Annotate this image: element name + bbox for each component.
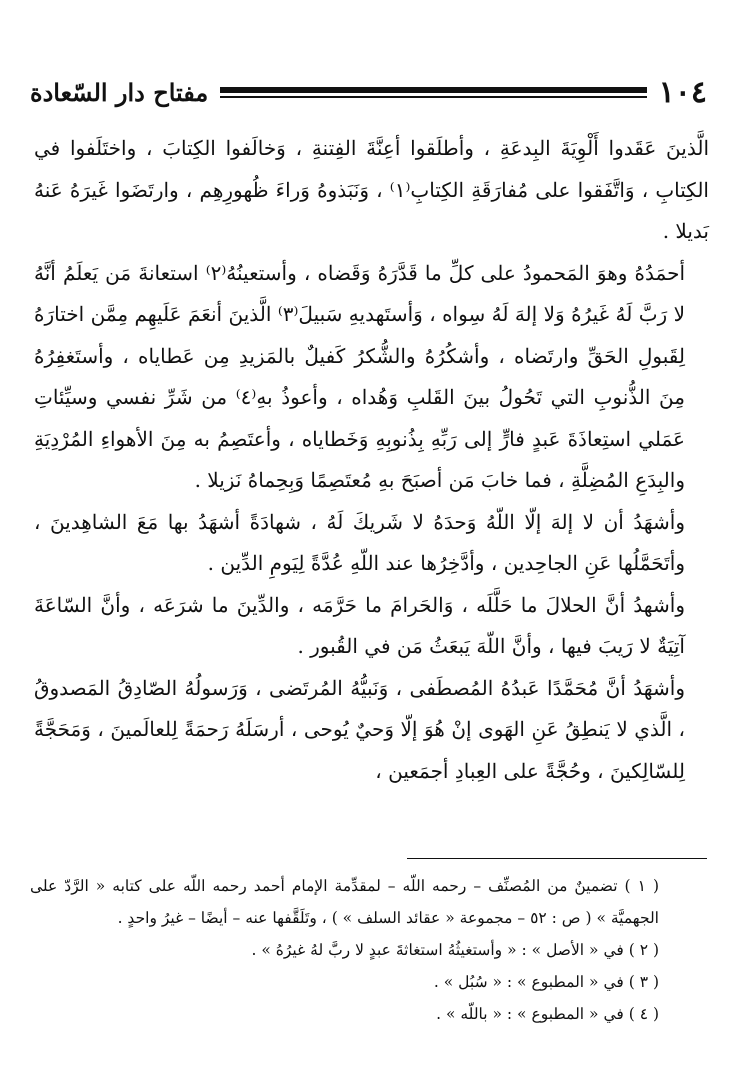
footnote-separator <box>407 858 707 859</box>
footnote-2: ( ٢ ) في « الأصل » : « وأستغيثُهُ استغاثةَ عبدٍ لا ربَّ لهُ غيرُهُ » . <box>251 941 659 959</box>
footnote-4: ( ٤ ) في « المطبوع » : « باللّه » . <box>436 1005 659 1023</box>
header-rule-thick <box>220 87 646 93</box>
footnote-1: ( ١ ) تضمينٌ من المُصنِّف – رحمه اللّه – لمقدِّمة الإمام أحمد رحمه اللّه على كتابه « الرَّدّ على الجهميَّة » ( ص : ٥٢ – مجموعة « عقائد السلف » ) ، وتَلَقَّفها عنه – أيضًا – غيرُ واحدٍ . <box>30 877 659 927</box>
header-rule <box>220 87 646 98</box>
footnote-3: ( ٣ ) في « المطبوع » : « سُبُل » . <box>433 973 659 991</box>
paragraph-5: وأشهَدُ أنَّ مُحَمَّدًا عَبدُهُ المُصطَفى ، وَنَبيُّهُ المُرتَضى ، وَرَسولُهُ الصّادِقُ المَصدوقُ ، الَّذي لا يَنطِقُ عَنِ الهَوى إنْ هُوَ إلّا وَحيٌ يُوحى ، أرسَلَهُ رَحمَةً لِلعالَمينَ ، وَمَحَجَّةً لِلسّالِكينَ ، وحُجَّةً على العِبادِ أجمَعين ، <box>34 675 685 783</box>
book-title: مفتاح دار السّعادة <box>30 77 209 107</box>
page-number: ١٠٤ <box>658 74 707 110</box>
page-header <box>30 74 707 110</box>
paragraph-3: وأشهَدُ أن لا إلهَ إلّا اللّهُ وَحدَهُ لا شَريكَ لَهُ ، شهادَةً أشهَدُ بها مَعَ الشاهِدينَ ، وأتَحَمَّلُها عَنِ الجاحِدين ، وأدَّخِرُها عند اللّهِ عُدَّةً لِيَومِ الدِّين . <box>34 509 685 575</box>
paragraph-2: أحمَدُهُ وهوَ المَحمودُ على كلِّ ما قَدَّرَهُ وَقَضاه ، وأستعينُهُ⁽٢⁾ استعانةَ مَن يَعلَمُ أنَّهُ لا رَبَّ لَهُ غَيرُهُ وَلا إلهَ لَهُ سِواه ، وَأستَهديهِ سَبيلَ⁽٣⁾ الَّذينَ أنعَمَ عَلَيهِم مِمَّن اختارَهُ لِقَبولِ الحَقِّ وارتَضاه ، وأشكُرُهُ والشُّكرُ كَفيلٌ بالمَزيدِ مِن عَطاياه ، وأستَغفِرُهُ مِنَ الذُّنوبِ التي تَحُولُ بينَ القَلبِ وَهُداه ، وأعوذُ بهِ⁽٤⁾ من شَرِّ نفسي وسيِّئاتِ عَمَلي استِعاذَةَ عَبدٍ فارٍّ إلى رَبِّهِ بِذُنوبِهِ وَخَطاياه ، وأعتَصِمُ به مِنَ الأهواءِ المُرْدِيَةِ والبِدَعِ المُضِلَّةِ ، فما خابَ مَن أصبَحَ بهِ مُعتَصِمًا وَبِحِماهُ نَزيلا . <box>34 260 685 492</box>
main-text <box>34 128 709 792</box>
paragraph-4: وأشهدُ أنَّ الحلالَ ما حَلَّلَه ، وَالحَرامَ ما حَرَّمَه ، والدِّينَ ما شرَعَه ، وأنَّ السّاعَةَ آتِيَةٌ لا رَيبَ فيها ، وأنَّ اللّهَ يَبعَثُ مَن في القُبور . <box>34 592 685 658</box>
paragraph-1: الَّذينَ عَقَدوا أَلْوِيَةَ البِدعَةِ ، وأطلَقوا أعِنَّةَ الفِتنةِ ، وَخالَفوا الكِتابَ ، واختَلَفوا في الكِتابِ ، وَاتَّفَقوا على مُفارَقَةِ الكِتابِ⁽١⁾ ، وَنَبَذوهُ وَراءَ ظُهورِهِم ، وارتَضَوا غَيرَهُ عَنهُ بَديلا . <box>34 136 709 243</box>
header-rule-thin <box>220 96 646 98</box>
footnotes <box>30 870 709 1030</box>
